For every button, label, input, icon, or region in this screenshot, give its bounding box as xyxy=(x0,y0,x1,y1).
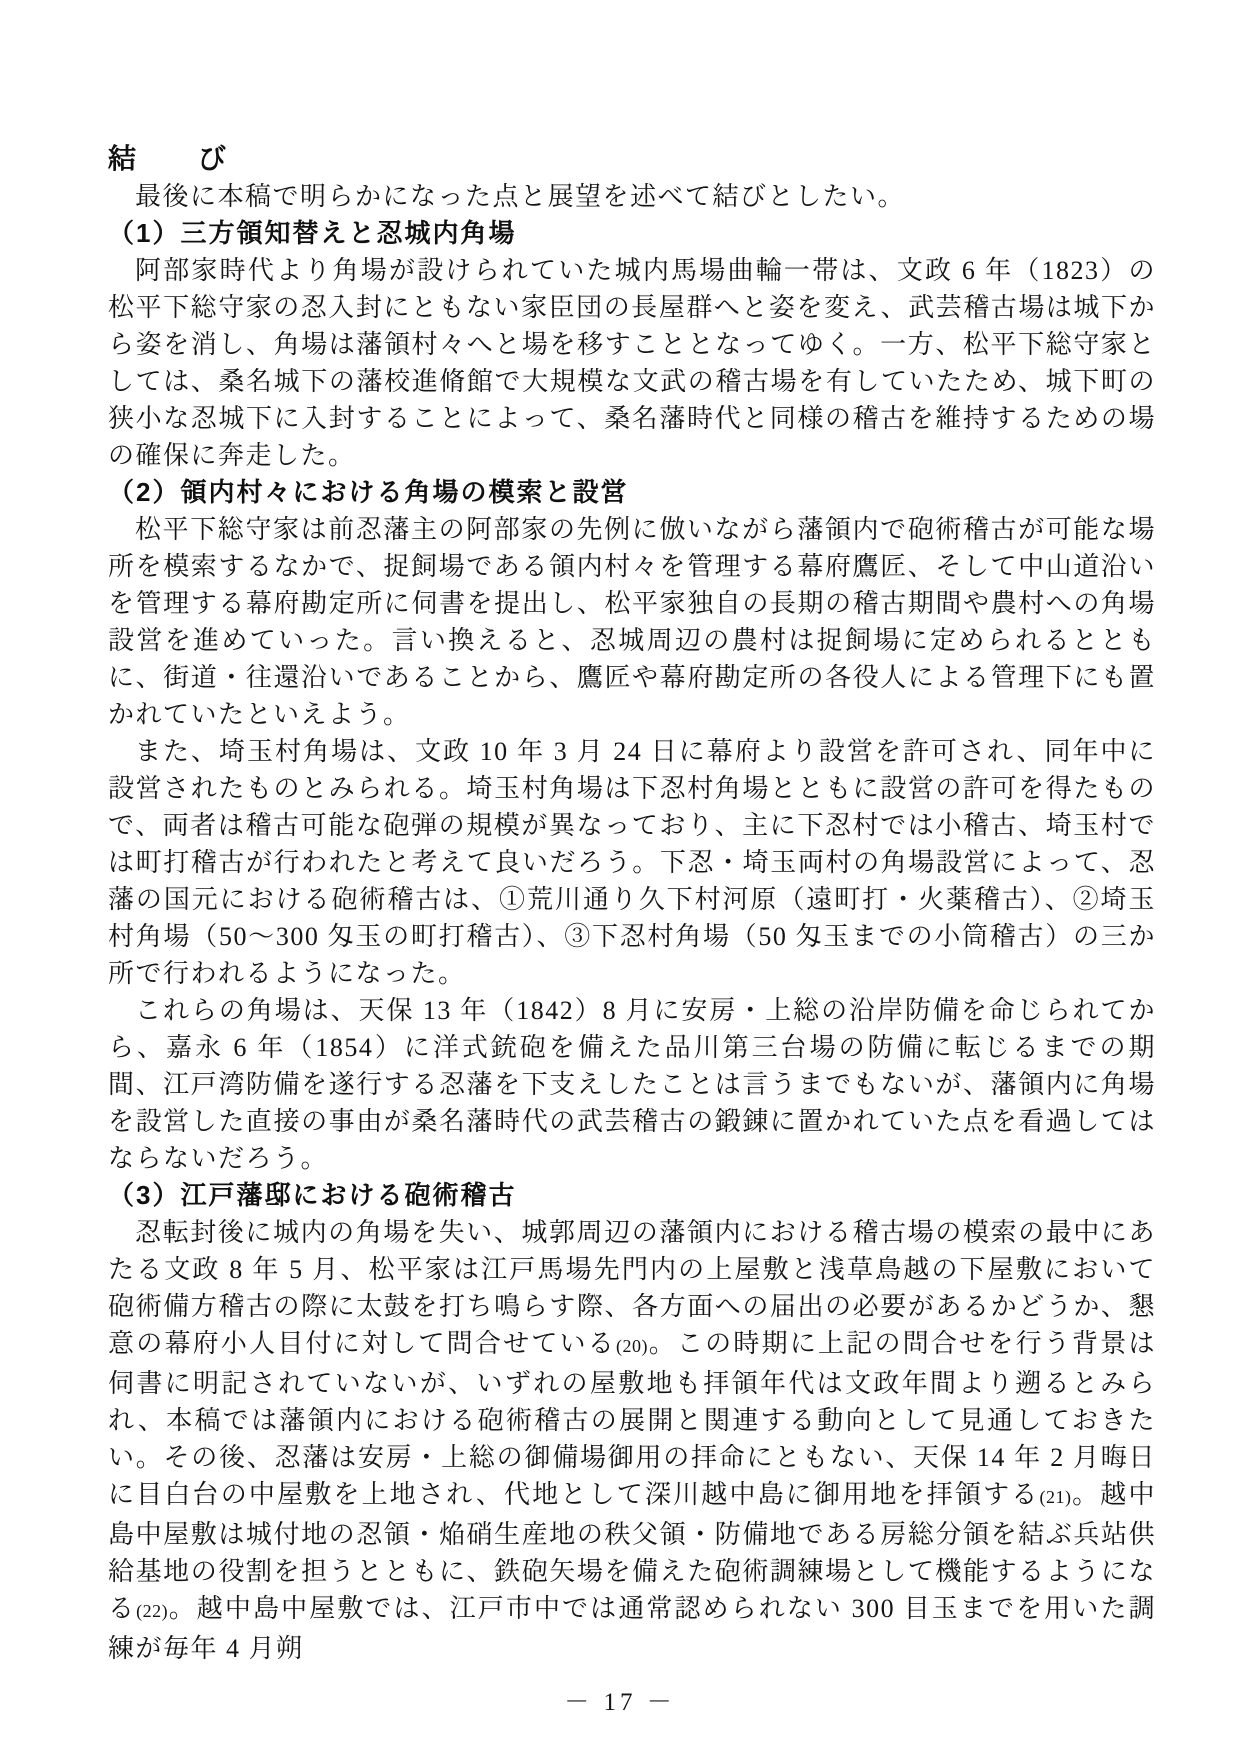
body-paragraph: 阿部家時代より角場が設けられていた城内馬場曲輪一帯は、文政 6 年（1823）の松平下総守家の忍入封にともない家臣団の長屋群へと姿を変え、武芸稽古場は城下から姿を消し、角場は藩領村々へと場を移すこととなってゆく。一方、松平下総守家としては、桑名城下の藩校進脩館で大規模な文武の稽古場を有していたため、城下町の狭小な忍城下に入封することによって、桑名藩時代と同様の稽古を維持するための場の確保に奔走した。 xyxy=(108,256,1156,470)
body-paragraph: 忍転封後に城内の角場を失い、城郭周辺の藩領内における稽古場の模索の最中にあたる文政 8 年 5 月、松平家は江戸馬場先門内の上屋敷と浅草鳥越の下屋敷において砲術備方稽古の際に太鼓を打ち鳴らす際、各方面への届出の必要があるかどうか、懇意の幕府小人目付に対して問合せている(20)。この時期に上記の問合せを行う背景は伺書に明記されていないが、いずれの屋敷地も拝領年代は文政年間より遡るとみられ、本稿では藩領内における砲術稽古の展開と関連する動向として見通しておきたい。その後、忍藩は安房・上総の御備場御用の拝命にともない、天保 14 年 2 月晦日に目白台の中屋敷を上地され、代地として深川越中島に御用地を拝領する(21)。越中島中屋敷は城付地の忍領・焔硝生産地の秩父領・防備地である房総分領を結ぶ兵站供給基地の役割を担うとともに、鉄砲矢場を備えた砲術調練場として機能するようになる(22)。越中島中屋敷では、江戸市中では通常認められない 300 目玉までを用いた調練が毎年 4 月朔 xyxy=(108,1218,1156,1663)
page-title: 結 び xyxy=(108,143,229,174)
body-paragraph: これらの角場は、天保 13 年（1842）8 月に安房・上総の沿岸防備を命じられてから、嘉永 6 年（1854）に洋式銃砲を備えた品川第三台場の防備に転じるまでの期間、江戸湾防備を遂行する忍藩を下支えしたことは言うまでもないが、藩領内に角場を設営した直接の事由が桑名藩時代の武芸稽古の鍛錬に置かれていた点を看過してはならないだろう。 xyxy=(108,996,1156,1173)
footnote-ref: (20) xyxy=(616,1336,648,1356)
section-heading: （3）江戸藩邸における砲術稽古 xyxy=(108,1180,517,1210)
page-number: － 17 － xyxy=(564,1689,676,1716)
section-heading: （2）領内村々における角場の模索と設営 xyxy=(108,477,629,507)
document-body xyxy=(108,140,1156,1667)
text-blocks xyxy=(108,178,1156,1667)
footnote-ref: (22) xyxy=(136,1601,169,1621)
section-heading: （1）三方領知替えと忍城内角場 xyxy=(108,218,517,248)
body-paragraph: 松平下総守家は前忍藩主の阿部家の先例に倣いながら藩領内で砲術稽古が可能な場所を模索するなかで、捉飼場である領内村々を管理する幕府鷹匠、そして中山道沿いを管理する幕府勘定所に伺書を提出し、松平家独自の長期の稽古期間や農村への角場設営を進めていった。言い換えると、忍城周辺の農村は捉飼場に定められるとともに、街道・往還沿いであることから、鷹匠や幕府勘定所の各役人による管理下にも置かれていたといえよう。 xyxy=(108,515,1156,729)
footnote-ref: (21) xyxy=(1039,1487,1072,1507)
body-paragraph: 最後に本稿で明らかになった点と展望を述べて結びとしたい。 xyxy=(135,182,906,211)
body-paragraph: また、埼玉村角場は、文政 10 年 3 月 24 日に幕府より設営を許可され、同年中に設営されたものとみられる。埼玉村角場は下忍村角場とともに設営の許可を得たもので、両者は稽古可能な砲弾の規模が異なっており、主に下忍村では小稽古、埼玉村では町打稽古が行われたと考えて良いだろう。下忍・埼玉両村の角場設営によって、忍藩の国元における砲術稽古は、①荒川通り久下村河原（遠町打・火薬稽古）、②埼玉村角場（50～300 匁玉の町打稽古）、③下忍村角場（50 匁玉までの小筒稽古）の三か所で行われるようになった。 xyxy=(108,737,1156,988)
